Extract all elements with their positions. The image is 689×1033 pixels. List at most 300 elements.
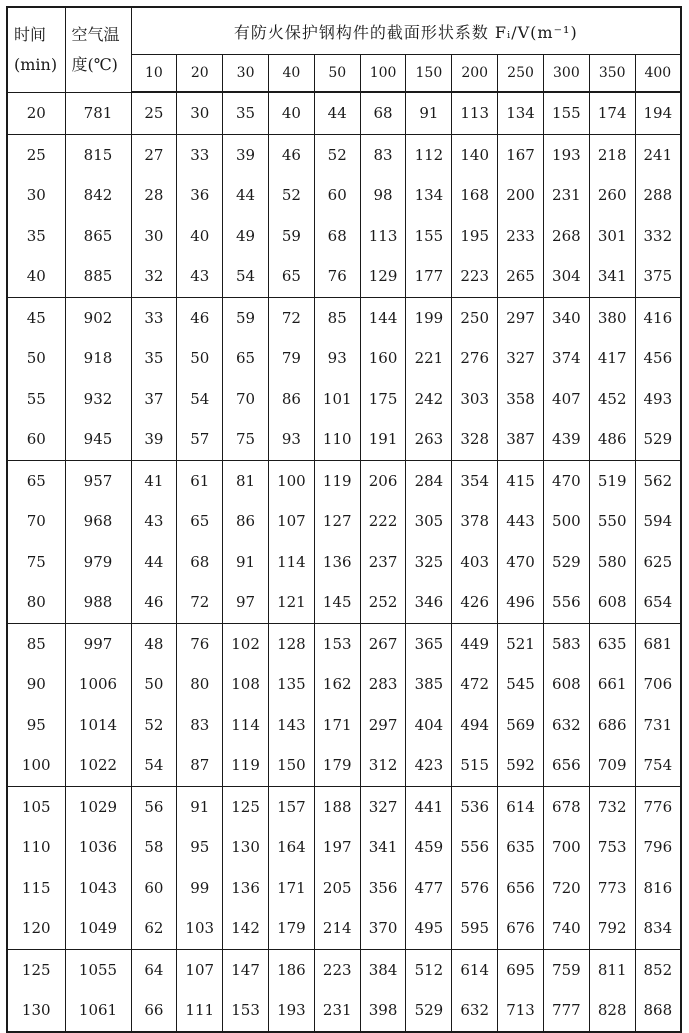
steel-temp-cell: 186 <box>268 949 314 990</box>
steel-temp-cell: 550 <box>589 501 635 542</box>
steel-temp-cell: 529 <box>406 990 452 1032</box>
steel-temp-cell: 83 <box>360 134 406 175</box>
steel-temp-cell: 35 <box>223 92 269 134</box>
time-cell: 25 <box>7 134 65 175</box>
section-factor-400: 400 <box>635 55 681 93</box>
steel-temp-cell: 65 <box>177 501 223 542</box>
steel-temp-cell: 493 <box>635 379 681 420</box>
table-row <box>7 908 681 949</box>
steel-temp-cell: 193 <box>268 990 314 1032</box>
steel-temp-cell: 30 <box>177 92 223 134</box>
steel-temp-cell: 188 <box>314 786 360 827</box>
steel-temp-cell: 91 <box>406 92 452 134</box>
air-temp-cell: 1036 <box>65 827 131 868</box>
steel-temp-cell: 303 <box>452 379 498 420</box>
steel-temp-cell: 529 <box>543 542 589 583</box>
steel-temp-cell: 81 <box>223 460 269 501</box>
steel-temp-cell: 175 <box>360 379 406 420</box>
steel-temp-cell: 135 <box>268 664 314 705</box>
steel-temp-cell: 52 <box>268 175 314 216</box>
steel-temp-cell: 68 <box>177 542 223 583</box>
steel-temp-cell: 267 <box>360 623 406 664</box>
steel-temp-cell: 33 <box>177 134 223 175</box>
air-temp-cell: 979 <box>65 542 131 583</box>
air-temp-cell: 842 <box>65 175 131 216</box>
steel-temp-cell: 237 <box>360 542 406 583</box>
time-cell: 120 <box>7 908 65 949</box>
time-cell: 45 <box>7 297 65 338</box>
steel-temp-cell: 179 <box>268 908 314 949</box>
section-factor-350: 350 <box>589 55 635 93</box>
time-cell: 80 <box>7 582 65 623</box>
steel-temp-cell: 695 <box>498 949 544 990</box>
section-factor-100: 100 <box>360 55 406 93</box>
steel-temp-cell: 32 <box>131 256 177 297</box>
steel-temp-cell: 700 <box>543 827 589 868</box>
table-body <box>7 92 681 1032</box>
steel-temp-cell: 41 <box>131 460 177 501</box>
time-cell: 35 <box>7 216 65 257</box>
steel-temp-cell: 91 <box>177 786 223 827</box>
steel-temp-cell: 61 <box>177 460 223 501</box>
steel-temp-cell: 44 <box>314 92 360 134</box>
steel-temp-cell: 265 <box>498 256 544 297</box>
steel-temp-cell: 656 <box>543 745 589 786</box>
steel-temp-cell: 160 <box>360 338 406 379</box>
steel-temp-cell: 107 <box>268 501 314 542</box>
steel-temp-cell: 222 <box>360 501 406 542</box>
steel-temp-cell: 706 <box>635 664 681 705</box>
steel-temp-cell: 594 <box>635 501 681 542</box>
steel-temp-cell: 816 <box>635 868 681 909</box>
table-row <box>7 338 681 379</box>
steel-temp-cell: 312 <box>360 745 406 786</box>
steel-temp-cell: 177 <box>406 256 452 297</box>
time-cell: 115 <box>7 868 65 909</box>
steel-temp-cell: 403 <box>452 542 498 583</box>
steel-temp-cell: 276 <box>452 338 498 379</box>
table-row <box>7 134 681 175</box>
air-temp-cell: 968 <box>65 501 131 542</box>
section-factor-200: 200 <box>452 55 498 93</box>
steel-temp-cell: 85 <box>314 297 360 338</box>
steel-temp-cell: 868 <box>635 990 681 1032</box>
steel-temp-cell: 472 <box>452 664 498 705</box>
steel-temp-cell: 128 <box>268 623 314 664</box>
steel-temp-cell: 325 <box>406 542 452 583</box>
table-row <box>7 379 681 420</box>
steel-temp-cell: 80 <box>177 664 223 705</box>
steel-temp-cell: 197 <box>314 827 360 868</box>
steel-temp-cell: 441 <box>406 786 452 827</box>
steel-temp-cell: 852 <box>635 949 681 990</box>
steel-temp-cell: 242 <box>406 379 452 420</box>
steel-temp-cell: 370 <box>360 908 406 949</box>
steel-temp-cell: 157 <box>268 786 314 827</box>
steel-temp-cell: 130 <box>223 827 269 868</box>
steel-temp-cell: 191 <box>360 419 406 460</box>
steel-temp-cell: 486 <box>589 419 635 460</box>
steel-temp-cell: 423 <box>406 745 452 786</box>
time-cell: 60 <box>7 419 65 460</box>
steel-temp-cell: 595 <box>452 908 498 949</box>
steel-temp-cell: 75 <box>223 419 269 460</box>
air-temp-cell: 932 <box>65 379 131 420</box>
steel-temp-cell: 494 <box>452 705 498 746</box>
steel-temp-cell: 223 <box>314 949 360 990</box>
steel-temp-cell: 529 <box>635 419 681 460</box>
steel-temp-cell: 50 <box>177 338 223 379</box>
steel-temp-cell: 346 <box>406 582 452 623</box>
steel-temp-cell: 62 <box>131 908 177 949</box>
steel-temp-cell: 49 <box>223 216 269 257</box>
steel-temp-cell: 59 <box>223 297 269 338</box>
steel-temp-cell: 404 <box>406 705 452 746</box>
steel-temp-cell: 72 <box>177 582 223 623</box>
steel-temp-cell: 46 <box>177 297 223 338</box>
steel-temp-cell: 39 <box>223 134 269 175</box>
steel-temp-cell: 614 <box>452 949 498 990</box>
steel-temp-cell: 164 <box>268 827 314 868</box>
steel-temp-cell: 50 <box>131 664 177 705</box>
steel-temp-cell: 250 <box>452 297 498 338</box>
steel-temp-cell: 732 <box>589 786 635 827</box>
steel-temp-cell: 86 <box>268 379 314 420</box>
steel-temp-cell: 102 <box>223 623 269 664</box>
air-temp-cell: 1022 <box>65 745 131 786</box>
steel-temp-cell: 57 <box>177 419 223 460</box>
steel-temp-cell: 398 <box>360 990 406 1032</box>
steel-temp-cell: 354 <box>452 460 498 501</box>
steel-temp-cell: 635 <box>498 827 544 868</box>
steel-temp-cell: 65 <box>268 256 314 297</box>
steel-temp-cell: 562 <box>635 460 681 501</box>
section-factor-250: 250 <box>498 55 544 93</box>
table-row <box>7 868 681 909</box>
steel-temp-cell: 68 <box>314 216 360 257</box>
steel-temp-cell: 654 <box>635 582 681 623</box>
steel-temp-cell: 512 <box>406 949 452 990</box>
steel-temp-cell: 46 <box>268 134 314 175</box>
steel-temp-cell: 358 <box>498 379 544 420</box>
steel-temp-cell: 58 <box>131 827 177 868</box>
steel-temp-cell: 91 <box>223 542 269 583</box>
steel-temp-cell: 656 <box>498 868 544 909</box>
steel-temp-cell: 635 <box>589 623 635 664</box>
steel-temp-cell: 119 <box>314 460 360 501</box>
steel-temp-cell: 632 <box>452 990 498 1032</box>
steel-temp-cell: 678 <box>543 786 589 827</box>
steel-temp-cell: 76 <box>177 623 223 664</box>
steel-temp-cell: 119 <box>223 745 269 786</box>
steel-temp-cell: 374 <box>543 338 589 379</box>
steel-temp-cell: 777 <box>543 990 589 1032</box>
steel-temp-cell: 40 <box>177 216 223 257</box>
steel-temp-cell: 495 <box>406 908 452 949</box>
steel-temp-cell: 477 <box>406 868 452 909</box>
table-row <box>7 460 681 501</box>
steel-temp-cell: 380 <box>589 297 635 338</box>
section-factor-40: 40 <box>268 55 314 93</box>
steel-temp-cell: 545 <box>498 664 544 705</box>
steel-temp-cell: 110 <box>314 419 360 460</box>
time-header-line1: 时间 <box>14 24 47 44</box>
steel-temp-cell: 449 <box>452 623 498 664</box>
steel-temp-cell: 113 <box>360 216 406 257</box>
steel-temp-cell: 241 <box>635 134 681 175</box>
steel-temp-cell: 556 <box>452 827 498 868</box>
time-cell: 125 <box>7 949 65 990</box>
steel-temp-cell: 268 <box>543 216 589 257</box>
steel-temp-cell: 194 <box>635 92 681 134</box>
steel-temp-cell: 99 <box>177 868 223 909</box>
steel-temp-cell: 443 <box>498 501 544 542</box>
steel-temp-cell: 515 <box>452 745 498 786</box>
air-temp-cell: 1006 <box>65 664 131 705</box>
time-cell: 50 <box>7 338 65 379</box>
time-cell: 90 <box>7 664 65 705</box>
steel-temp-cell: 125 <box>223 786 269 827</box>
steel-temp-cell: 416 <box>635 297 681 338</box>
steel-temp-cell: 340 <box>543 297 589 338</box>
steel-temp-cell: 114 <box>223 705 269 746</box>
steel-temp-cell: 70 <box>223 379 269 420</box>
steel-temp-cell: 46 <box>131 582 177 623</box>
steel-temp-cell: 140 <box>452 134 498 175</box>
steel-temp-cell: 136 <box>314 542 360 583</box>
steel-temp-cell: 72 <box>268 297 314 338</box>
steel-temp-cell: 625 <box>635 542 681 583</box>
steel-temp-cell: 776 <box>635 786 681 827</box>
steel-temp-cell: 153 <box>314 623 360 664</box>
time-cell: 85 <box>7 623 65 664</box>
steel-temp-cell: 740 <box>543 908 589 949</box>
steel-temp-cell: 328 <box>452 419 498 460</box>
steel-temp-cell: 592 <box>498 745 544 786</box>
table-row <box>7 216 681 257</box>
steel-temp-cell: 56 <box>131 786 177 827</box>
steel-temp-cell: 44 <box>223 175 269 216</box>
table-row <box>7 745 681 786</box>
air-temp-cell: 1014 <box>65 705 131 746</box>
steel-temp-cell: 129 <box>360 256 406 297</box>
section-factor-title: 有防火保护钢构件的截面形状系数 Fᵢ/V(m⁻¹) <box>131 7 681 55</box>
steel-temp-cell: 195 <box>452 216 498 257</box>
steel-temp-cell: 68 <box>360 92 406 134</box>
air-temp-cell: 865 <box>65 216 131 257</box>
steel-temp-cell: 155 <box>543 92 589 134</box>
steel-temp-cell: 127 <box>314 501 360 542</box>
steel-temp-cell: 27 <box>131 134 177 175</box>
time-cell: 30 <box>7 175 65 216</box>
air-temp-cell: 945 <box>65 419 131 460</box>
steel-temp-cell: 114 <box>268 542 314 583</box>
steel-temp-cell: 214 <box>314 908 360 949</box>
air-temp-cell: 988 <box>65 582 131 623</box>
air-temp-cell: 1055 <box>65 949 131 990</box>
steel-temp-cell: 580 <box>589 542 635 583</box>
steel-temp-cell: 97 <box>223 582 269 623</box>
section-factor-50: 50 <box>314 55 360 93</box>
time-cell: 40 <box>7 256 65 297</box>
steel-temp-cell: 297 <box>360 705 406 746</box>
steel-temp-cell: 536 <box>452 786 498 827</box>
air-temp-cell: 885 <box>65 256 131 297</box>
steel-temp-cell: 147 <box>223 949 269 990</box>
steel-temp-cell: 65 <box>223 338 269 379</box>
steel-temp-cell: 301 <box>589 216 635 257</box>
steel-temp-cell: 60 <box>131 868 177 909</box>
steel-temp-cell: 36 <box>177 175 223 216</box>
steel-temp-cell: 54 <box>223 256 269 297</box>
table-row <box>7 827 681 868</box>
time-cell: 95 <box>7 705 65 746</box>
table-row <box>7 501 681 542</box>
steel-temp-cell: 43 <box>131 501 177 542</box>
table-row <box>7 786 681 827</box>
steel-temp-cell: 40 <box>268 92 314 134</box>
steel-temp-cell: 263 <box>406 419 452 460</box>
steel-temp-cell: 64 <box>131 949 177 990</box>
steel-temp-cell: 356 <box>360 868 406 909</box>
steel-temp-cell: 171 <box>314 705 360 746</box>
table-row <box>7 705 681 746</box>
steel-temp-cell: 150 <box>268 745 314 786</box>
temperature-header-line2: 度(℃) <box>71 54 118 74</box>
steel-temp-cell: 43 <box>177 256 223 297</box>
steel-temp-cell: 121 <box>268 582 314 623</box>
steel-temp-cell: 415 <box>498 460 544 501</box>
air-temp-cell: 781 <box>65 92 131 134</box>
steel-temp-cell: 297 <box>498 297 544 338</box>
steel-temp-cell: 103 <box>177 908 223 949</box>
steel-temp-cell: 828 <box>589 990 635 1032</box>
time-cell: 75 <box>7 542 65 583</box>
steel-temp-cell: 252 <box>360 582 406 623</box>
steel-temp-cell: 385 <box>406 664 452 705</box>
steel-temp-cell: 134 <box>498 92 544 134</box>
steel-temp-cell: 83 <box>177 705 223 746</box>
steel-temp-cell: 452 <box>589 379 635 420</box>
steel-temp-cell: 686 <box>589 705 635 746</box>
steel-temp-cell: 101 <box>314 379 360 420</box>
steel-temp-cell: 193 <box>543 134 589 175</box>
air-temp-cell: 1049 <box>65 908 131 949</box>
steel-temp-cell: 143 <box>268 705 314 746</box>
steel-temp-cell: 288 <box>635 175 681 216</box>
steel-temp-cell: 33 <box>131 297 177 338</box>
steel-temp-cell: 179 <box>314 745 360 786</box>
air-temp-cell: 1029 <box>65 786 131 827</box>
steel-temp-cell: 456 <box>635 338 681 379</box>
steel-temp-cell: 284 <box>406 460 452 501</box>
steel-temp-cell: 108 <box>223 664 269 705</box>
steel-temp-cell: 470 <box>543 460 589 501</box>
steel-temp-cell: 709 <box>589 745 635 786</box>
steel-temp-cell: 720 <box>543 868 589 909</box>
steel-temp-cell: 25 <box>131 92 177 134</box>
steel-temp-cell: 162 <box>314 664 360 705</box>
steel-temp-cell: 632 <box>543 705 589 746</box>
table-row <box>7 256 681 297</box>
temperature-header-line1: 空气温 <box>71 24 120 44</box>
steel-temp-cell: 37 <box>131 379 177 420</box>
steel-temp-cell: 608 <box>543 664 589 705</box>
steel-temp-cell: 327 <box>360 786 406 827</box>
steel-temp-cell: 521 <box>498 623 544 664</box>
steel-temp-cell: 44 <box>131 542 177 583</box>
air-temp-cell: 997 <box>65 623 131 664</box>
steel-temp-cell: 107 <box>177 949 223 990</box>
air-temp-cell: 1061 <box>65 990 131 1032</box>
steel-temp-cell: 384 <box>360 949 406 990</box>
steel-temp-cell: 387 <box>498 419 544 460</box>
steel-temp-cell: 260 <box>589 175 635 216</box>
table-row <box>7 664 681 705</box>
table-row <box>7 297 681 338</box>
steel-temp-cell: 218 <box>589 134 635 175</box>
steel-temp-cell: 500 <box>543 501 589 542</box>
steel-temp-cell: 519 <box>589 460 635 501</box>
steel-temp-cell: 378 <box>452 501 498 542</box>
table-row <box>7 92 681 134</box>
steel-temp-cell: 153 <box>223 990 269 1032</box>
steel-temp-cell: 459 <box>406 827 452 868</box>
section-factor-10: 10 <box>131 55 177 93</box>
steel-temp-cell: 759 <box>543 949 589 990</box>
air-temp-cell: 815 <box>65 134 131 175</box>
steel-temp-cell: 28 <box>131 175 177 216</box>
steel-temp-cell: 59 <box>268 216 314 257</box>
time-cell: 130 <box>7 990 65 1032</box>
steel-temp-cell: 661 <box>589 664 635 705</box>
steel-temp-cell: 52 <box>314 134 360 175</box>
steel-temp-cell: 48 <box>131 623 177 664</box>
steel-temp-cell: 76 <box>314 256 360 297</box>
steel-temp-cell: 233 <box>498 216 544 257</box>
steel-temp-cell: 66 <box>131 990 177 1032</box>
steel-temp-cell: 93 <box>268 419 314 460</box>
steel-temp-cell: 223 <box>452 256 498 297</box>
steel-temp-cell: 35 <box>131 338 177 379</box>
steel-temp-cell: 407 <box>543 379 589 420</box>
steel-temp-cell: 569 <box>498 705 544 746</box>
steel-temp-cell: 199 <box>406 297 452 338</box>
steel-temp-cell: 206 <box>360 460 406 501</box>
steel-temp-cell: 834 <box>635 908 681 949</box>
steel-temp-cell: 113 <box>452 92 498 134</box>
steel-temp-cell: 811 <box>589 949 635 990</box>
table-row <box>7 949 681 990</box>
steel-temp-cell: 144 <box>360 297 406 338</box>
steel-temp-cell: 60 <box>314 175 360 216</box>
table-row <box>7 582 681 623</box>
time-cell: 105 <box>7 786 65 827</box>
steel-temp-cell: 796 <box>635 827 681 868</box>
steel-temp-cell: 54 <box>177 379 223 420</box>
steel-temp-cell: 304 <box>543 256 589 297</box>
section-factor-150: 150 <box>406 55 452 93</box>
steel-temp-cell: 713 <box>498 990 544 1032</box>
table-row <box>7 990 681 1032</box>
air-temp-cell: 957 <box>65 460 131 501</box>
steel-temp-cell: 231 <box>314 990 360 1032</box>
steel-temp-cell: 39 <box>131 419 177 460</box>
time-cell: 20 <box>7 92 65 134</box>
steel-temp-cell: 676 <box>498 908 544 949</box>
steel-temp-cell: 426 <box>452 582 498 623</box>
steel-temp-cell: 100 <box>268 460 314 501</box>
